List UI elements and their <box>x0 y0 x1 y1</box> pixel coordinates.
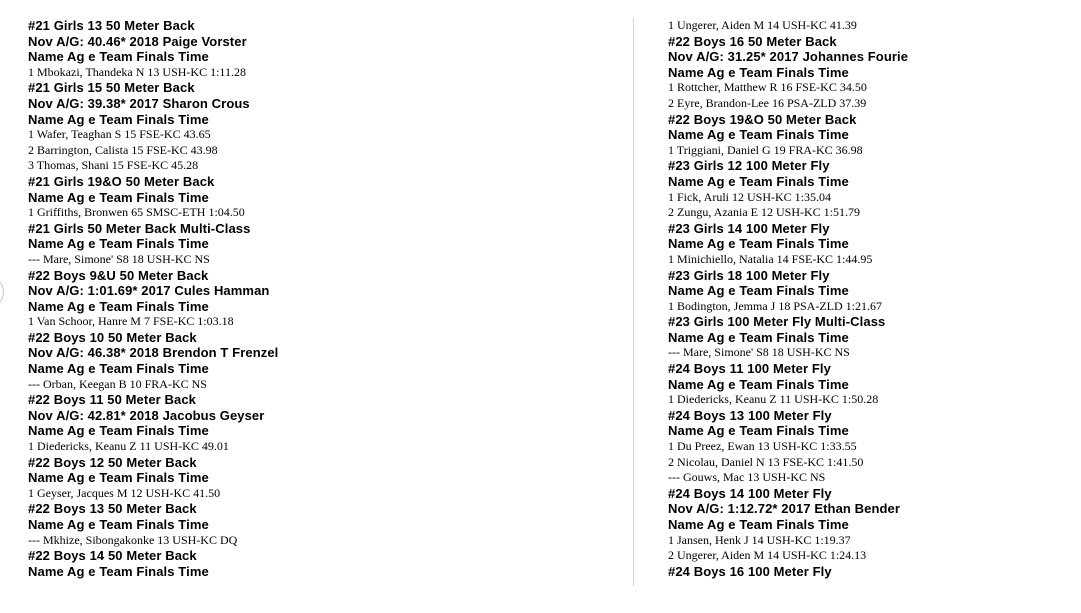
section-heading-line: Name Ag e Team Finals Time <box>28 423 209 439</box>
section-heading-line: #23 Girls 18 100 Meter Fly <box>668 267 830 283</box>
section-heading-line: #23 Girls 100 Meter Fly Multi-Class <box>668 314 886 330</box>
section-heading-line: Nov A/G: 42.81* 2018 Jacobus Geyser <box>28 407 265 423</box>
section-heading-line: Nov A/G: 1:01.69* 2017 Cules Hamman <box>28 283 270 299</box>
result-line: 1 Bodington, Jemma J 18 PSA-ZLD 1:21.67 <box>668 298 883 313</box>
section-heading-line: #21 Girls 50 Meter Back Multi-Class <box>28 220 251 236</box>
section-heading-line: #24 Boys 11 100 Meter Fly <box>668 361 831 377</box>
section-heading-line: #24 Boys 14 100 Meter Fly <box>668 485 832 501</box>
section-heading-line: Name Ag e Team Finals Time <box>28 563 209 579</box>
section-heading-line: Nov A/G: 40.46* 2018 Paige Vorster <box>28 33 247 49</box>
section-heading-line: Name Ag e Team Finals Time <box>668 423 849 439</box>
section-heading-line: #21 Girls 19&O 50 Meter Back <box>28 173 215 189</box>
section-heading-line: #23 Girls 12 100 Meter Fly <box>668 158 830 174</box>
result-line: 1 Du Preez, Ewan 13 USH-KC 1:33.55 <box>668 439 857 454</box>
section-heading-line: Name Ag e Team Finals Time <box>668 173 849 189</box>
result-line: 1 Griffiths, Bronwen 65 SMSC-ETH 1:04.50 <box>28 205 245 220</box>
section-heading-line: #24 Boys 13 100 Meter Fly <box>668 407 832 423</box>
result-line: 1 Wafer, Teaghan S 15 FSE-KC 43.65 <box>28 127 211 142</box>
section-heading-line: #22 Boys 16 50 Meter Back <box>668 33 837 49</box>
result-line: 1 Ungerer, Aiden M 14 USH-KC 41.39 <box>668 18 857 32</box>
result-line: 2 Eyre, Brandon-Lee 16 PSA-ZLD 37.39 <box>668 95 867 110</box>
section-heading-line: Name Ag e Team Finals Time <box>28 298 209 314</box>
section-heading-line: Name Ag e Team Finals Time <box>28 470 209 486</box>
section-heading-line: #22 Boys 19&O 50 Meter Back <box>668 111 857 127</box>
section-heading-line: Name Ag e Team Finals Time <box>668 329 849 345</box>
section-heading-line: Nov A/G: 1:12.72* 2017 Ethan Bender <box>668 501 901 517</box>
result-line: 2 Zungu, Azania E 12 USH-KC 1:51.79 <box>668 205 860 220</box>
result-line: 1 Jansen, Henk J 14 USH-KC 1:19.37 <box>668 532 851 547</box>
section-heading-line: Nov A/G: 46.38* 2018 Brendon T Frenzel <box>28 345 279 361</box>
section-heading-line: #24 Boys 16 100 Meter Fly <box>668 563 832 579</box>
section-heading-line: Name Ag e Team Finals Time <box>668 127 849 143</box>
left-column <box>28 18 588 579</box>
section-heading-line: #22 Boys 12 50 Meter Back <box>28 454 197 470</box>
result-line: 2 Barrington, Calista 15 FSE-KC 43.98 <box>28 142 218 157</box>
section-heading-line: Name Ag e Team Finals Time <box>668 517 849 532</box>
section-heading-line: #22 Boys 11 50 Meter Back <box>28 392 196 408</box>
result-line: --- Mare, Simone' S8 18 USH-KC NS <box>28 251 210 266</box>
result-line: 1 Triggiani, Daniel G 19 FRA-KC 36.98 <box>668 142 863 157</box>
section-heading-line: #21 Girls 13 50 Meter Back <box>28 18 195 33</box>
result-line: 1 Diedericks, Keanu Z 11 USH-KC 49.01 <box>28 439 229 454</box>
result-line: --- Mkhize, Sibongakonke 13 USH-KC DQ <box>28 532 238 547</box>
section-heading-line: Name Ag e Team Finals Time <box>28 49 209 65</box>
column-divider <box>633 18 634 586</box>
section-heading-line: #22 Boys 9&U 50 Meter Back <box>28 267 209 283</box>
result-line: --- Gouws, Mac 13 USH-KC NS <box>668 470 826 485</box>
page-edge-marker <box>0 280 4 304</box>
result-line: 1 Rottcher, Matthew R 16 FSE-KC 34.50 <box>668 80 867 95</box>
section-heading-line: #22 Boys 13 50 Meter Back <box>28 501 197 517</box>
section-heading-line: Name Ag e Team Finals Time <box>668 376 849 392</box>
section-heading-line: Name Ag e Team Finals Time <box>28 111 209 127</box>
result-line: --- Orban, Keegan B 10 FRA-KC NS <box>28 376 207 391</box>
section-heading-line: Nov A/G: 39.38* 2017 Sharon Crous <box>28 95 250 111</box>
result-line: 1 Fick, Aruli 12 USH-KC 1:35.04 <box>668 189 832 204</box>
result-line: 1 Mbokazi, Thandeka N 13 USH-KC 1:11.28 <box>28 64 246 79</box>
section-heading-line: Name Ag e Team Finals Time <box>668 64 849 80</box>
result-line: 1 Geyser, Jacques M 12 USH-KC 41.50 <box>28 485 221 500</box>
result-line: --- Mare, Simone' S8 18 USH-KC NS <box>668 345 850 360</box>
right-column <box>668 18 1068 579</box>
section-heading-line: #22 Boys 14 50 Meter Back <box>28 548 197 564</box>
section-heading-line: Name Ag e Team Finals Time <box>668 283 849 299</box>
section-heading-line: Name Ag e Team Finals Time <box>28 517 209 532</box>
result-line: 3 Thomas, Shani 15 FSE-KC 45.28 <box>28 158 199 173</box>
section-heading-line: Name Ag e Team Finals Time <box>668 236 849 252</box>
section-heading-line: Name Ag e Team Finals Time <box>28 189 209 205</box>
result-line: 1 Minichiello, Natalia 14 FSE-KC 1:44.95 <box>668 251 873 266</box>
result-line: 1 Van Schoor, Hanre M 7 FSE-KC 1:03.18 <box>28 314 234 329</box>
section-heading-line: Name Ag e Team Finals Time <box>28 236 209 252</box>
section-heading-line: #21 Girls 15 50 Meter Back <box>28 80 195 96</box>
section-heading-line: #22 Boys 10 50 Meter Back <box>28 329 197 345</box>
result-line: 2 Ungerer, Aiden M 14 USH-KC 1:24.13 <box>668 548 867 563</box>
section-heading-line: Nov A/G: 31.25* 2017 Johannes Fourie <box>668 49 909 65</box>
section-heading-line: #23 Girls 14 100 Meter Fly <box>668 220 830 236</box>
section-heading-line: Name Ag e Team Finals Time <box>28 361 209 377</box>
result-line: 2 Nicolau, Daniel N 13 FSE-KC 1:41.50 <box>668 454 864 469</box>
result-line: 1 Diedericks, Keanu Z 11 USH-KC 1:50.28 <box>668 392 879 407</box>
